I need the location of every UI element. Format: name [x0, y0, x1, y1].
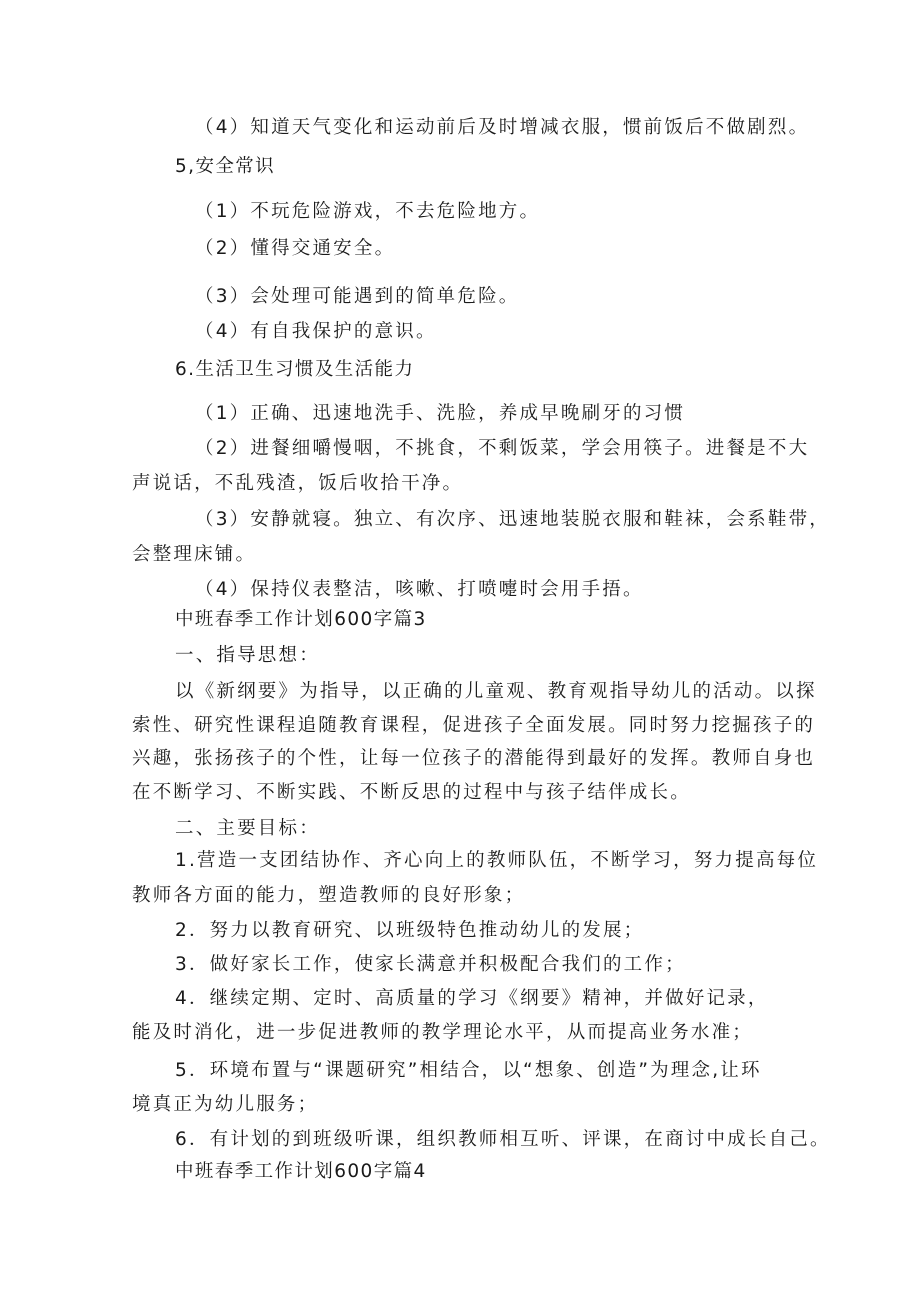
guiding-thought-para-line2: 索性、研究性课程追随教育课程，促进孩子全面发展。同时努力挖掘孩子的	[132, 715, 816, 736]
main-goals-heading: 二、主要目标：	[175, 818, 320, 839]
safety-item-2: （2）懂得交通安全。	[195, 238, 396, 259]
goal-5-line1: 5．环境布置与“课题研究”相结合，以“想象、创造”为理念,让环	[175, 1060, 762, 1081]
guiding-thought-heading: 一、指导思想：	[175, 645, 320, 666]
hygiene-item-2-line1: （2）进餐细嚼慢咽，不挑食，不剩饭菜，学会用筷子。进餐是不大	[195, 438, 810, 459]
safety-item-4: （4）有自我保护的意识。	[195, 321, 437, 342]
hygiene-item-2-line2: 声说话，不乱残渣，饭后收拾干净。	[132, 473, 464, 494]
section-5-heading: 5,安全常识	[175, 156, 276, 177]
goal-5-line2: 境真正为幼儿服务；	[132, 1094, 319, 1115]
guiding-thought-para-line1: 以《新纲要》为指导，以正确的儿童观、教育观指导幼儿的活动。以探	[175, 681, 817, 702]
goal-4-line2: 能及时消化，进一步促进教师的教学理论水平，从而提高业务水准；	[132, 1022, 754, 1043]
goal-6: 6．有计划的到班级听课，组织教师相互听、评课，在商讨中成长自己。	[175, 1129, 831, 1150]
goal-1-line2: 教师各方面的能力，塑造教师的良好形象；	[132, 885, 526, 906]
plan-title-3: 中班春季工作计划600字篇3	[175, 609, 427, 630]
goal-1-line1: 1.营造一支团结协作、齐心向上的教师队伍，不断学习，努力提高每位	[175, 850, 819, 871]
goal-2: 2．努力以教育研究、以班级特色推动幼儿的发展；	[175, 920, 645, 941]
item-4-weather: （4）知道天气变化和运动前后及时增减衣服，惯前饭后不做剧烈。	[195, 117, 810, 138]
hygiene-item-4: （4）保持仪表整洁，咳嗽、打喷嚏时会用手捂。	[195, 579, 644, 600]
plan-title-4: 中班春季工作计划600字篇4	[175, 1161, 427, 1182]
hygiene-item-3-line1: （3）安静就寝。独立、有次序、迅速地装脱衣服和鞋袜，会系鞋带，	[195, 509, 830, 530]
hygiene-item-3-line2: 会整理床铺。	[132, 544, 257, 565]
goal-3: 3．做好家长工作，使家长满意并积极配合我们的工作；	[175, 954, 686, 975]
section-6-heading: 6.生活卫生习惯及生活能力	[175, 359, 415, 380]
goal-4-line1: 4．继续定期、定时、高质量的学习《纲要》精神，并做好记录，	[175, 988, 769, 1009]
guiding-thought-para-line4: 在不断学习、不断实践、不断反思的过程中与孩子结伴成长。	[132, 782, 691, 803]
hygiene-item-1: （1）正确、迅速地洗手、洗脸，养成早晚刷牙的习惯	[195, 403, 686, 424]
guiding-thought-para-line3: 兴趣，张扬孩子的个性，让每一位孩子的潜能得到最好的发挥。教师自身也	[132, 748, 816, 769]
safety-item-3: （3）会处理可能遇到的简单危险。	[195, 286, 520, 307]
safety-item-1: （1）不玩危险游戏，不去危险地方。	[195, 201, 541, 222]
